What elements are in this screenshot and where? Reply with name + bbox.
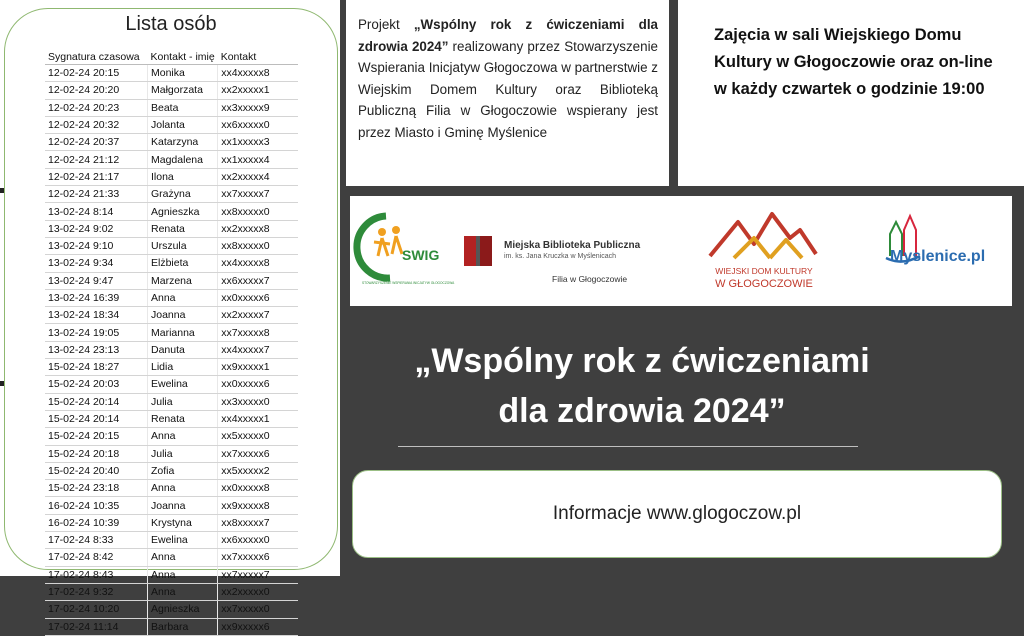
cell-name: Anna <box>148 549 218 566</box>
table-row <box>45 324 298 341</box>
cell-name: Urszula <box>148 237 218 254</box>
cell-name: Beata <box>148 99 218 116</box>
table-row <box>45 601 298 618</box>
cell-timestamp: 17-02-24 8:42 <box>45 549 148 566</box>
cell-timestamp: 13-02-24 23:13 <box>45 341 148 358</box>
cell-timestamp: 17-02-24 9:32 <box>45 583 148 600</box>
main-title-line-2: dla zdrowia 2024” <box>498 392 786 430</box>
library-patron: im. ks. Jana Kruczka w Myślenicach <box>504 253 617 260</box>
library-branch: Filia w Głogoczowie <box>552 274 628 284</box>
cell-contact: xx8xxxxx0 <box>218 203 299 220</box>
cell-timestamp: 13-02-24 9:47 <box>45 272 148 289</box>
cell-timestamp: 15-02-24 23:18 <box>45 480 148 497</box>
table-row <box>45 532 298 549</box>
cell-name: Monika <box>148 65 218 82</box>
cell-name: Ewelina <box>148 376 218 393</box>
library-book-icon <box>462 232 496 272</box>
cell-timestamp: 13-02-24 18:34 <box>45 307 148 324</box>
table-row <box>45 255 298 272</box>
cell-contact: xx6xxxxx0 <box>218 532 299 549</box>
table-row <box>45 99 298 116</box>
cell-contact: xx7xxxxx6 <box>218 549 299 566</box>
wdk-mountains-icon <box>704 208 824 264</box>
table-row <box>45 272 298 289</box>
cell-contact: xx4xxxxx8 <box>218 65 299 82</box>
cell-name: Renata <box>148 220 218 237</box>
partner-logos-band <box>350 196 1012 306</box>
table-row <box>45 307 298 324</box>
cell-contact: xx0xxxxx6 <box>218 376 299 393</box>
cell-name: Lidia <box>148 359 218 376</box>
table-row <box>45 410 298 427</box>
cell-contact: xx8xxxxx7 <box>218 514 299 531</box>
cell-contact: xx1xxxxx3 <box>218 134 299 151</box>
cell-timestamp: 17-02-24 10:20 <box>45 601 148 618</box>
cell-timestamp: 12-02-24 21:33 <box>45 186 148 203</box>
cell-timestamp: 12-02-24 20:37 <box>45 134 148 151</box>
cell-timestamp: 12-02-24 21:17 <box>45 168 148 185</box>
project-prefix: Projekt <box>358 17 414 32</box>
cell-name: Joanna <box>148 497 218 514</box>
cell-name: Joanna <box>148 307 218 324</box>
table-row <box>45 168 298 185</box>
table-row <box>45 497 298 514</box>
cell-name: Katarzyna <box>148 134 218 151</box>
cell-contact: xx7xxxxx6 <box>218 445 299 462</box>
project-description <box>358 14 658 143</box>
info-box <box>352 470 1002 558</box>
cell-timestamp: 15-02-24 20:03 <box>45 376 148 393</box>
cell-name: Danuta <box>148 341 218 358</box>
cell-timestamp: 15-02-24 20:15 <box>45 428 148 445</box>
cell-name: Julia <box>148 445 218 462</box>
cell-timestamp: 15-02-24 20:14 <box>45 410 148 427</box>
cell-contact: xx7xxxxx7 <box>218 566 299 583</box>
cell-timestamp: 15-02-24 20:18 <box>45 445 148 462</box>
cell-timestamp: 17-02-24 11:14 <box>45 618 148 635</box>
cell-contact: xx5xxxxx0 <box>218 428 299 445</box>
table-row <box>45 151 298 168</box>
table-row <box>45 462 298 479</box>
table-row <box>45 289 298 306</box>
table-row <box>45 583 298 600</box>
cell-contact: xx0xxxxx8 <box>218 480 299 497</box>
cell-contact: xx6xxxxx7 <box>218 272 299 289</box>
cell-name: Barbara <box>148 618 218 635</box>
project-details: realizowany przez Stowarzyszenie Wspierania Inicjatyw Głogoczowa w partnerstwie z Wiejskim Domem Kultury oraz Biblioteką Publiczną Filia w Głogoczowie wspierany jest przez Miasto i Gminę Myślenice <box>358 38 658 140</box>
cell-name: Jolanta <box>148 116 218 133</box>
cell-contact: xx8xxxxx0 <box>218 237 299 254</box>
cell-contact: xx9xxxxx6 <box>218 618 299 635</box>
cell-contact: xx5xxxxx2 <box>218 462 299 479</box>
wdk-logo <box>704 208 824 294</box>
cell-contact: xx3xxxxx9 <box>218 99 299 116</box>
cell-name: Anna <box>148 566 218 583</box>
cell-contact: xx3xxxxx0 <box>218 393 299 410</box>
main-title-line-1: „Wspólny rok z ćwiczeniami <box>414 342 870 380</box>
cell-timestamp: 13-02-24 9:10 <box>45 237 148 254</box>
cell-timestamp: 12-02-24 21:12 <box>45 151 148 168</box>
cell-timestamp: 16-02-24 10:35 <box>45 497 148 514</box>
cell-contact: xx2xxxxx0 <box>218 583 299 600</box>
cell-timestamp: 15-02-24 20:40 <box>45 462 148 479</box>
wdk-name: WIEJSKI DOM KULTURY <box>715 266 813 276</box>
attendee-table <box>45 49 298 636</box>
cell-name: Zofia <box>148 462 218 479</box>
cell-name: Ilona <box>148 168 218 185</box>
cell-name: Magdalena <box>148 151 218 168</box>
cell-timestamp: 17-02-24 8:33 <box>45 532 148 549</box>
table-row <box>45 445 298 462</box>
cell-contact: xx0xxxxx6 <box>218 289 299 306</box>
wdk-location: W GŁOGOCZOWIE <box>715 278 813 290</box>
cell-name: Anna <box>148 583 218 600</box>
table-row <box>45 220 298 237</box>
project-name: „Wspólny rok z ćwiczeniami dla zdrowia 2024” <box>358 17 658 54</box>
table-row <box>45 65 298 82</box>
table-row <box>45 82 298 99</box>
cell-contact: xx7xxxxx0 <box>218 601 299 618</box>
cell-name: Renata <box>148 410 218 427</box>
schedule-text: Zajęcia w sali Wiejskiego Domu Kultury w Głogoczowie oraz on-line w każdy czwartek o godzinie 19:00 <box>714 26 993 98</box>
swig-logo-subtitle: STOWARZYSZENIE WSPIERANIA INICJATYW GŁOGOCZOWA <box>362 281 455 285</box>
cell-timestamp: 12-02-24 20:23 <box>45 99 148 116</box>
column-header-contact: Kontakt <box>218 49 299 65</box>
cell-contact: xx2xxxxx8 <box>218 220 299 237</box>
cell-name: Anna <box>148 289 218 306</box>
cell-timestamp: 12-02-24 20:20 <box>45 82 148 99</box>
table-header-row <box>45 49 298 65</box>
cell-timestamp: 15-02-24 18:27 <box>45 359 148 376</box>
table-row <box>45 618 298 635</box>
schedule-box <box>678 0 1024 186</box>
cell-contact: xx4xxxxx1 <box>218 410 299 427</box>
column-header-timestamp: Sygnatura czasowa <box>45 49 148 65</box>
cell-name: Krystyna <box>148 514 218 531</box>
attendee-table-body <box>45 65 298 636</box>
list-title: Lista osób <box>125 13 217 35</box>
cell-name: Małgorzata <box>148 82 218 99</box>
cell-name: Agnieszka <box>148 601 218 618</box>
attendee-list-card <box>4 8 338 633</box>
table-row <box>45 549 298 566</box>
table-row <box>45 428 298 445</box>
cell-contact: xx6xxxxx0 <box>218 116 299 133</box>
cell-contact: xx1xxxxx4 <box>218 151 299 168</box>
cell-name: Marzena <box>148 272 218 289</box>
cell-contact: xx9xxxxx1 <box>218 359 299 376</box>
cell-contact: xx4xxxxx7 <box>218 341 299 358</box>
cell-timestamp: 12-02-24 20:32 <box>45 116 148 133</box>
table-row <box>45 134 298 151</box>
cell-timestamp: 17-02-24 8:43 <box>45 566 148 583</box>
library-logo <box>462 232 642 282</box>
info-link-text[interactable]: Informacje www.glogoczow.pl <box>552 503 802 524</box>
cell-timestamp: 15-02-24 20:14 <box>45 393 148 410</box>
cell-name: Elżbieta <box>148 255 218 272</box>
cell-timestamp: 13-02-24 9:02 <box>45 220 148 237</box>
column-header-name: Kontakt - imię <box>148 49 218 65</box>
table-row <box>45 514 298 531</box>
table-row <box>45 566 298 583</box>
cell-timestamp: 13-02-24 9:34 <box>45 255 148 272</box>
table-row <box>45 237 298 254</box>
swig-emblem-icon <box>356 208 455 290</box>
main-title <box>362 336 922 436</box>
cell-name: Grażyna <box>148 186 218 203</box>
cell-timestamp: 13-02-24 19:05 <box>45 324 148 341</box>
table-row <box>45 376 298 393</box>
table-row <box>45 203 298 220</box>
cell-name: Agnieszka <box>148 203 218 220</box>
myslenice-logo <box>882 212 992 282</box>
cell-name: Marianna <box>148 324 218 341</box>
cell-contact: xx7xxxxx7 <box>218 186 299 203</box>
cell-name: Julia <box>148 393 218 410</box>
library-name: Miejska Biblioteka Publiczna <box>504 240 641 251</box>
table-row <box>45 341 298 358</box>
cell-name: Anna <box>148 480 218 497</box>
cell-timestamp: 13-02-24 8:14 <box>45 203 148 220</box>
table-row <box>45 480 298 497</box>
cell-timestamp: 12-02-24 20:15 <box>45 65 148 82</box>
table-row <box>45 359 298 376</box>
table-row <box>45 393 298 410</box>
cell-contact: xx7xxxxx8 <box>218 324 299 341</box>
swig-logo-text: SWIG <box>402 247 440 263</box>
cell-timestamp: 13-02-24 16:39 <box>45 289 148 306</box>
cell-timestamp: 16-02-24 10:39 <box>45 514 148 531</box>
cell-contact: xx2xxxxx1 <box>218 82 299 99</box>
project-description-box <box>346 0 669 186</box>
table-row <box>45 186 298 203</box>
cell-contact: xx2xxxxx7 <box>218 307 299 324</box>
cell-contact: xx9xxxxx8 <box>218 497 299 514</box>
cell-contact: xx4xxxxx8 <box>218 255 299 272</box>
myslenice-text: Myslenice.pl <box>890 248 986 265</box>
swig-logo <box>356 208 455 290</box>
cell-name: Anna <box>148 428 218 445</box>
divider-line <box>398 446 858 447</box>
table-row <box>45 116 298 133</box>
cell-name: Ewelina <box>148 532 218 549</box>
cell-contact: xx2xxxxx4 <box>218 168 299 185</box>
